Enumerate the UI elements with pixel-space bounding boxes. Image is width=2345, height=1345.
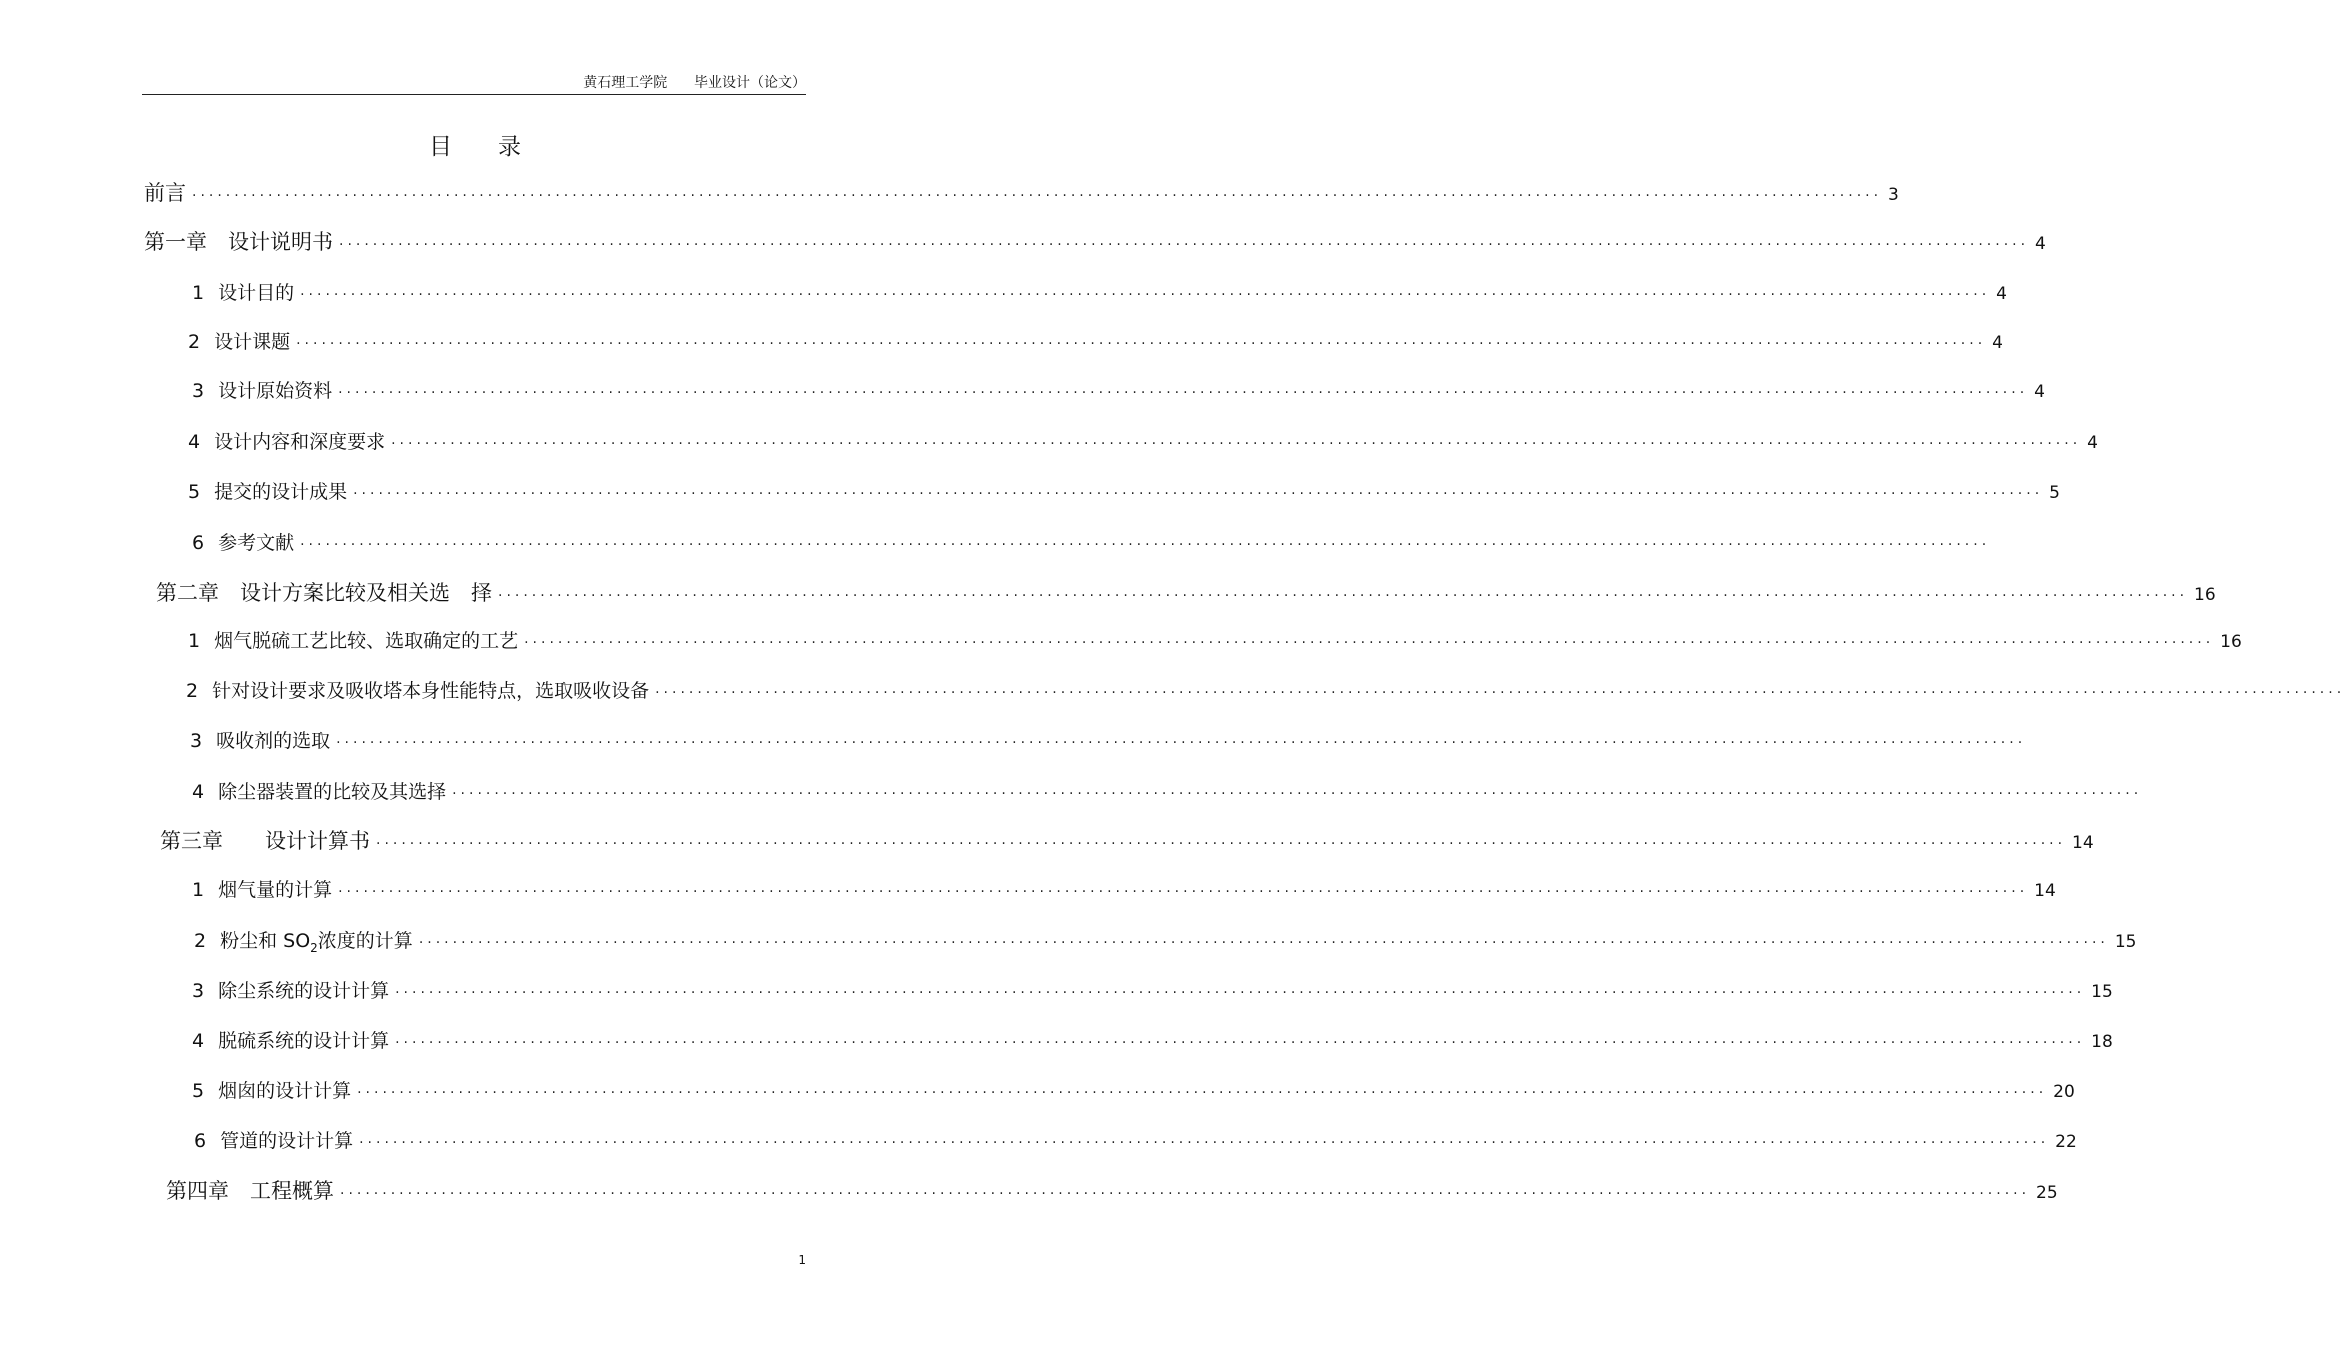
toc-entry-label: 第一章 设计说明书 [144, 230, 333, 254]
toc-entry[interactable] [160, 826, 2094, 856]
toc-entry-label: 除尘系统的设计计算 [218, 980, 390, 1002]
toc-entry[interactable] [192, 1026, 2113, 1056]
toc-entry-page: 20 [2053, 1082, 2075, 1102]
toc-entry-number: 3 [192, 980, 205, 1002]
toc-entry[interactable] [190, 726, 2027, 756]
toc-entry-label: 烟囱的设计计算 [218, 1080, 352, 1102]
toc-entry-page: 15 [2114, 932, 2137, 952]
toc-entry-label: 第三章 设计计算书 [160, 829, 370, 853]
toc-entry[interactable] [188, 327, 2003, 357]
dot-leader: ········································································································································································································ [300, 537, 1991, 553]
toc-entry-number: 1 [192, 879, 205, 901]
dot-leader: ········································································································································································································ [395, 1035, 2086, 1051]
toc-entry-label: 粉尘和 SO [220, 930, 311, 952]
toc-entry[interactable] [166, 1176, 2058, 1206]
toc-entry[interactable] [192, 875, 2056, 905]
toc-entry-number: 1 [188, 630, 201, 652]
toc-entry-number: 1 [192, 282, 205, 304]
toc-entry-number: 2 [186, 680, 199, 702]
toc-entry[interactable] [194, 926, 2137, 956]
toc-entry-number: 4 [188, 431, 201, 453]
toc-entry-page: 18 [2091, 1032, 2113, 1052]
toc-entry-page: 16 [2220, 632, 2242, 652]
toc-entry-number: 6 [192, 532, 205, 554]
toc-entry[interactable] [156, 578, 2216, 608]
dot-leader: ········································································································································································································ [524, 635, 2215, 651]
toc-entry-page: 4 [2087, 433, 2098, 453]
toc-entry-page: 16 [2194, 585, 2216, 605]
dot-leader: ········································································································································································································ [296, 336, 1987, 352]
school-name: 黄石理工学院 [583, 75, 668, 91]
dot-leader: ········································································································································································································ [357, 1085, 2048, 1101]
toc-entry-number: 3 [190, 730, 203, 752]
toc-entry-number: 2 [188, 331, 201, 353]
toc-entry-number: 3 [192, 380, 205, 402]
dot-leader: ········································································································································································································ [338, 385, 2029, 401]
toc-entry-label: 提交的设计成果 [214, 481, 348, 503]
dot-leader: ········································································································································································································ [359, 1135, 2050, 1151]
toc-entry[interactable] [192, 278, 2007, 308]
dot-leader: ········································································································································································································ [192, 188, 1883, 204]
dot-leader: ········································································································································································································ [338, 884, 2029, 900]
toc-entry-label: 设计原始资料 [218, 380, 333, 402]
toc-entry-page: 4 [1996, 284, 2007, 304]
toc-entry[interactable] [188, 477, 2060, 507]
toc-entry-label: 第四章 工程概算 [166, 1179, 334, 1203]
toc-entry-number: 4 [192, 1030, 205, 1052]
toc-entry[interactable] [194, 1126, 2077, 1156]
toc-entry-page: 15 [2091, 982, 2113, 1002]
toc-entry-subscript: 2 [310, 941, 318, 955]
toc-entry-label: 设计课题 [214, 331, 291, 353]
toc-entry-label: 吸收剂的选取 [216, 730, 331, 752]
toc-entry-label: 设计内容和深度要求 [214, 431, 386, 453]
page-number: 1 [798, 1253, 806, 1267]
toc-entry-label: 前言 [144, 181, 186, 205]
toc-entry-number: 4 [192, 781, 205, 803]
toc-entry-number: 6 [194, 1130, 207, 1152]
toc-entry-label: 烟气量的计算 [218, 879, 333, 901]
toc-entry-page: 25 [2036, 1183, 2058, 1203]
toc-title: 目 录 [429, 134, 521, 160]
document-type: 毕业设计（论文） [694, 75, 806, 91]
toc-entry-page: 14 [2072, 833, 2094, 853]
toc-entry[interactable] [192, 1076, 2075, 1106]
toc-entry-page: 14 [2034, 881, 2056, 901]
dot-leader: ········································································································································································································ [395, 985, 2086, 1001]
toc-entry-label: 设计目的 [218, 282, 295, 304]
dot-leader: ········································································································································································································ [339, 237, 2030, 253]
dot-leader: ········································································································································································································ [498, 588, 2189, 604]
toc-entry-label: 除尘器装置的比较及其选择 [218, 781, 447, 803]
toc-entry-label: 烟气脱硫工艺比较、选取确定的工艺 [214, 630, 519, 652]
dot-leader: ········································································································································································································ [353, 486, 2044, 502]
toc-entry-label-after: 浓度的计算 [317, 930, 413, 952]
toc-entry-page: 4 [2035, 234, 2046, 254]
toc-entry-label: 第二章 设计方案比较及相关选 择 [156, 581, 492, 605]
toc-entry-page: 22 [2055, 1132, 2077, 1152]
toc-entry[interactable] [192, 777, 2143, 807]
toc-entry[interactable] [188, 427, 2098, 457]
toc-entry[interactable] [144, 227, 2046, 257]
dot-leader: ········································································································································································································ [300, 287, 1991, 303]
toc-entry[interactable] [186, 676, 2345, 706]
dot-leader: ········································································································································································································ [452, 786, 2143, 802]
toc-entry[interactable] [192, 976, 2113, 1006]
toc-entry-number: 5 [192, 1080, 205, 1102]
toc-entry[interactable] [192, 376, 2045, 406]
toc-entry-number: 5 [188, 481, 201, 503]
dot-leader: ········································································································································································································ [391, 436, 2082, 452]
dot-leader: ········································································································································································································ [376, 836, 2067, 852]
toc-entry-label: 管道的设计计算 [220, 1130, 354, 1152]
toc-entry[interactable] [144, 178, 1899, 208]
toc-entry-label: 参考文献 [218, 532, 295, 554]
dot-leader: ········································································································································································································ [655, 685, 2345, 701]
toc-entry[interactable] [192, 528, 1991, 558]
toc-entry-page: 3 [1888, 185, 1899, 205]
toc-entry-page: 4 [2034, 382, 2045, 402]
toc-entry-label: 脱硫系统的设计计算 [218, 1030, 390, 1052]
toc-entry-page: 5 [2049, 483, 2060, 503]
toc-entry[interactable] [188, 626, 2242, 656]
dot-leader: ········································································································································································································ [336, 735, 2027, 751]
dot-leader: ········································································································································································································ [418, 935, 2109, 951]
dot-leader: ········································································································································································································ [340, 1186, 2031, 1202]
toc-entry-page: 4 [1992, 333, 2003, 353]
toc-entry-label: 针对设计要求及吸收塔本身性能特点，选取吸收设备 [212, 680, 650, 702]
toc-entry-number: 2 [194, 930, 207, 952]
